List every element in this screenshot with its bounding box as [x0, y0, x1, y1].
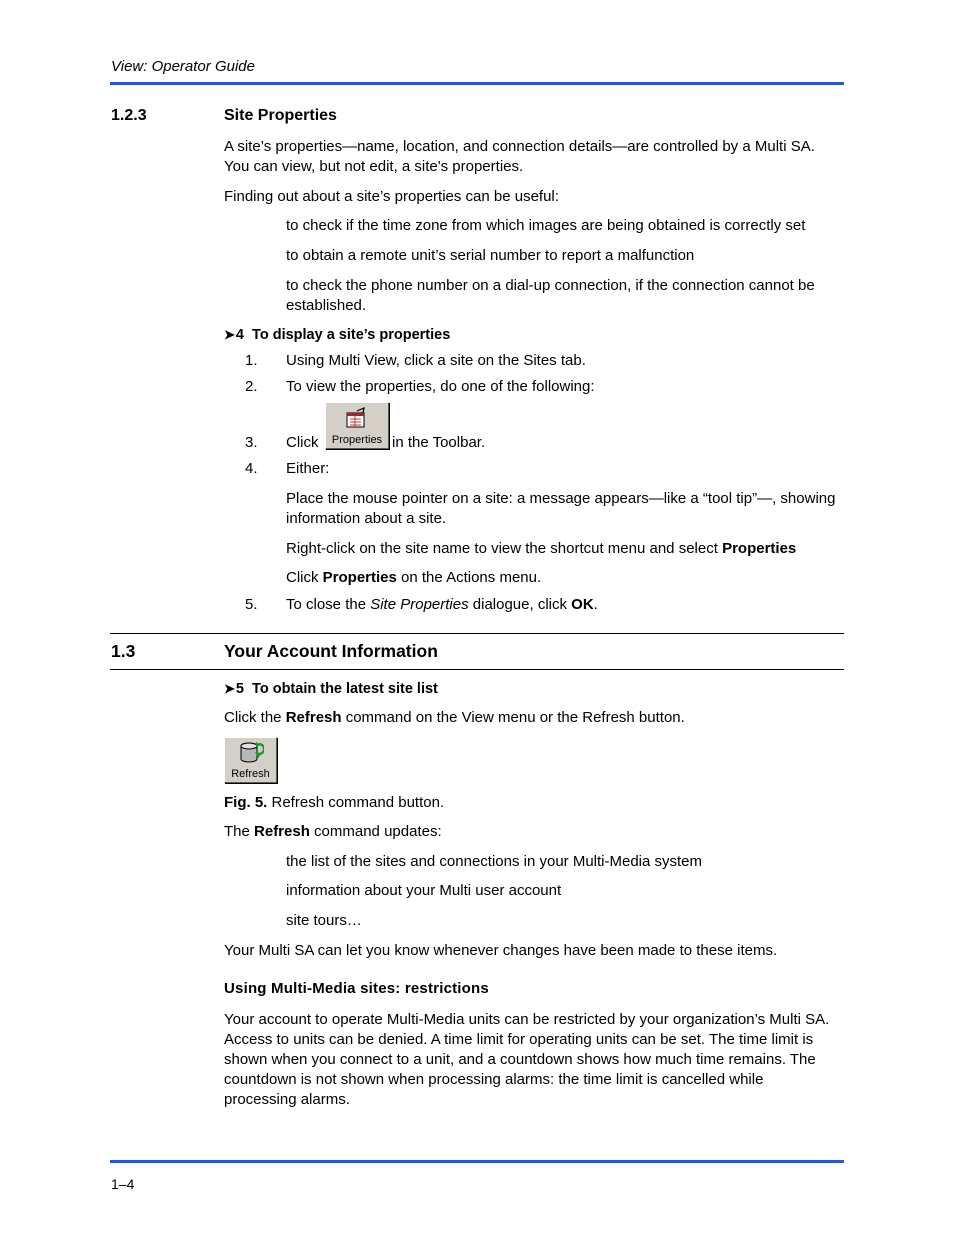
useful-paragraph: Finding out about a site’s properties can be useful: [224, 188, 559, 205]
refresh-button[interactable] [224, 737, 277, 783]
section-number: 1.3 [111, 641, 136, 661]
option-text: Click Properties on the Actions menu. [286, 569, 542, 586]
footer-rule [110, 1160, 844, 1163]
step-number: 5. [245, 596, 258, 613]
step-number: 2. [245, 378, 258, 395]
list-item: site tours… [286, 912, 362, 929]
page-number: 1–4 [111, 1176, 135, 1192]
subheading: Using Multi-Media sites: restrictions [224, 980, 489, 997]
list-item: to check the phone number on a dial-up connection, if the connection cannot be established. [286, 277, 815, 314]
restrictions-paragraph: Your account to operate Multi-Media units can be restricted by your organization’s Multi SA. Access to units can be denied. A time limit for operating units can be set. The time limit is shown when you connect to a unit, and a countdown shows how much time remains. The countdown is not shown when processing alarms: the time limit is cancelled while processing alarms. [224, 1011, 830, 1108]
step-number: 3. [245, 434, 258, 451]
running-header: View: Operator Guide [111, 58, 255, 75]
step-number: 4. [245, 460, 258, 477]
option-text: Place the mouse pointer on a site: a message appears—like a “tool tip”—, showing information about a site. [286, 490, 836, 527]
refresh-icon [238, 741, 264, 765]
updates-intro: The Refresh command updates: [224, 823, 442, 840]
option-text: Right-click on the site name to view the shortcut menu and select Properties [286, 540, 797, 557]
button-label: Refresh [231, 768, 270, 780]
list-item: information about your Multi user account [286, 882, 562, 899]
properties-icon [344, 407, 368, 429]
arrow-icon: ➤ [224, 681, 235, 696]
step-text: To view the properties, do one of the following: [286, 378, 595, 395]
notice-paragraph: Your Multi SA can let you know whenever changes have been made to these items. [224, 942, 778, 959]
step-text: Using Multi View, click a site on the Sites tab. [286, 352, 586, 369]
section-rule-top [110, 633, 844, 634]
header-rule [110, 82, 844, 85]
step-text: Click [286, 434, 319, 451]
section-title: Site Properties [224, 107, 337, 124]
arrow-icon: ➤ [224, 327, 235, 342]
intro-paragraph: A site’s properties—name, location, and connection details—are controlled by a Multi SA. You can view, but not edit, a site's properties. [224, 138, 815, 175]
step-number: 1. [245, 352, 258, 369]
instruction-text: Click the Refresh command on the View menu or the Refresh button. [224, 709, 685, 726]
list-item: the list of the sites and connections in your Multi-Media system [286, 853, 703, 870]
section-number: 1.2.3 [111, 107, 147, 124]
step-text: in the Toolbar. [392, 434, 486, 451]
list-item: to obtain a remote unit’s serial number to report a malfunction [286, 247, 695, 264]
properties-button[interactable] [325, 402, 389, 449]
step-text: Either: [286, 460, 330, 477]
list-item: to check if the time zone from which images are being obtained is correctly set [286, 217, 806, 234]
section-rule-bottom [110, 669, 844, 670]
figure-caption: Fig. 5. Refresh command button. [224, 794, 445, 811]
section-title: Your Account Information [224, 641, 438, 661]
button-label: Properties [331, 434, 383, 446]
step-text: To close the Site Properties dialogue, click OK. [286, 596, 598, 613]
procedure-heading: ➤5 To obtain the latest site list [224, 681, 438, 697]
procedure-heading: ➤4 To display a site’s properties [224, 327, 451, 343]
